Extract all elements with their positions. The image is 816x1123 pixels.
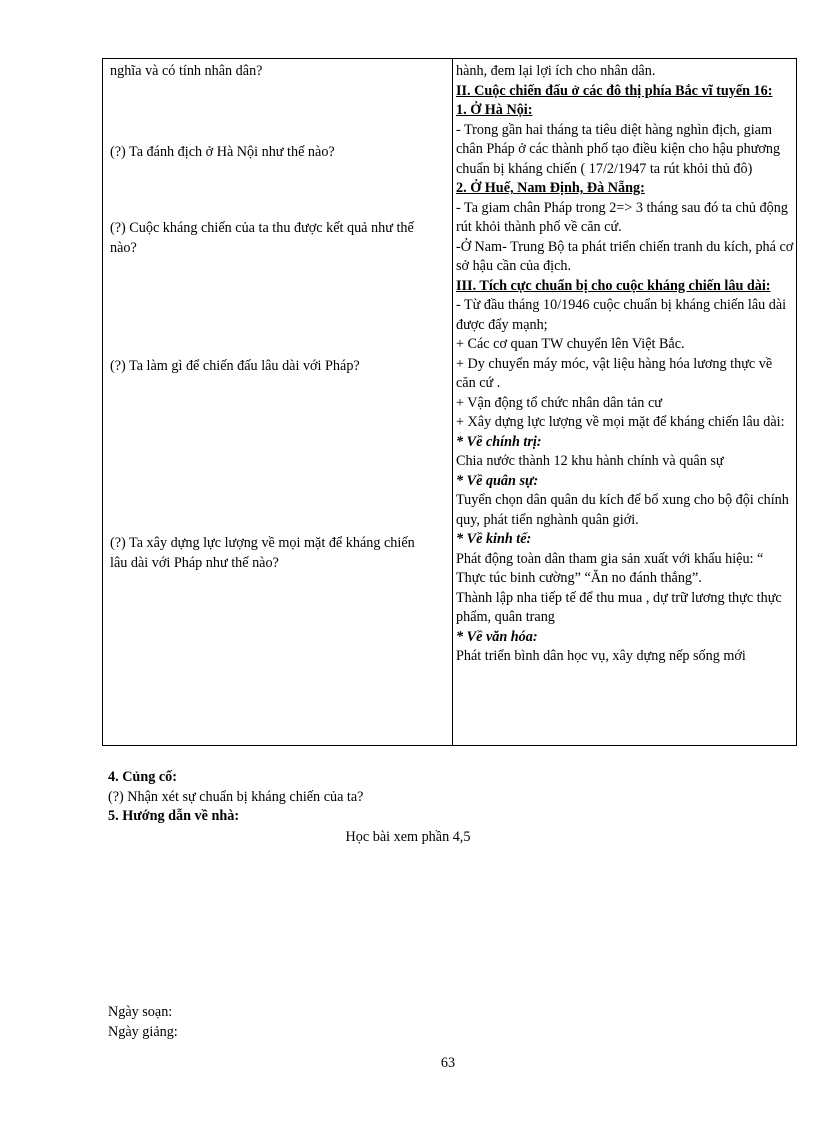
subsection-hue-text-2: -Ở Nam- Trung Bộ ta phát triển chiến tranh du kích, phá cơ sở hậu cần của địch.	[456, 238, 794, 274]
consolidate-heading: 4. Củng cố:	[108, 769, 177, 785]
column-divider	[452, 59, 453, 745]
question-build-forces: (?) Ta xây dựng lực lượng về mọi mặt để kháng chiến lâu dài với Pháp như thế nào?	[110, 535, 415, 571]
subsection-hanoi-heading: 1. Ở Hà Nội:	[456, 102, 533, 118]
economy-text-2: Thành lập nha tiếp tế để thu mua , dự trữ lương thực thực phẩm, quân trang	[456, 589, 782, 625]
answer-top-line: hành, đem lại lợi ích cho nhân dân.	[456, 63, 656, 79]
military-text: Tuyển chọn dân quân du kích để bổ xung cho bộ đội chính quy, phát tiển nghành quân giới.	[456, 492, 789, 528]
subsection-hue-heading: 2. Ở Huế, Nam Định, Đà Nẵng:	[456, 180, 645, 196]
question-long-fight: (?) Ta làm gì để chiến đấu lâu dài với Pháp?	[110, 358, 360, 374]
section-3-item: + Xây dựng lực lượng về mọi mặt để kháng chiến lâu dài:	[456, 414, 785, 430]
homework-text: Học bài xem phần 4,5	[345, 829, 471, 845]
subsection-hue-text-1: - Ta giam chân Pháp trong 2=> 3 tháng sau đó ta chủ động rút khỏi thành phố về căn cứ.	[456, 199, 788, 235]
consolidate-question: (?) Nhận xét sự chuẩn bị kháng chiến của ta?	[108, 788, 364, 805]
culture-heading: * Về văn hóa:	[456, 628, 538, 645]
section-3-item: + Các cơ quan TW chuyển lên Việt Bắc.	[456, 336, 685, 352]
culture-text: Phát triển bình dân học vụ, xây dựng nếp sống mới	[456, 648, 746, 664]
economy-text-1: Phát động toàn dân tham gia sản xuất với khẩu hiệu: “ Thực túc binh cường” “Ăn no đánh thắng”.	[456, 550, 764, 586]
politics-heading: * Về chính trị:	[456, 433, 542, 450]
prep-date-label: Ngày soạn:	[108, 1004, 173, 1020]
economy-heading: * Về kinh tế:	[456, 531, 532, 547]
section-3-heading: III. Tích cực chuẩn bị cho cuộc kháng chiến lâu dài:	[456, 277, 771, 294]
military-heading: * Về quân sự:	[456, 472, 539, 489]
lesson-table	[102, 58, 797, 746]
politics-text: Chia nước thành 12 khu hành chính và quân sự	[456, 453, 724, 469]
section-3-item: + Dy chuyển máy móc, vật liệu hàng hóa lương thực về căn cứ .	[456, 355, 773, 391]
teach-date-label: Ngày giảng:	[108, 1023, 178, 1040]
page-number: 63	[440, 1055, 456, 1071]
question-continuation: nghĩa và có tính nhân dân?	[110, 63, 263, 79]
footer-section	[108, 768, 363, 827]
question-hanoi: (?) Ta đánh địch ở Hà Nội như thế nào?	[110, 144, 335, 160]
date-labels	[108, 1003, 178, 1042]
section-3-item: + Vận động tổ chức nhân dân tản cư	[456, 394, 662, 411]
question-result: (?) Cuộc kháng chiến của ta thu được kết quả như thế nào?	[110, 220, 414, 256]
subsection-hanoi-text: - Trong gần hai tháng ta tiêu diệt hàng nghìn địch, giam chân Pháp ở các thành phố tạo điều kiện cho hậu phương chuẩn bị kháng chiến ( 17/2/1947 ta rút khỏi thủ đô)	[456, 121, 781, 177]
section-2-heading: II. Cuộc chiến đấu ở các đô thị phía Bắc vĩ tuyến 16:	[456, 82, 773, 99]
section-3-intro: - Từ đầu tháng 10/1946 cuộc chuẩn bị kháng chiến lâu dài được đẩy mạnh;	[456, 297, 787, 333]
homework-heading: 5. Hướng dẫn về nhà:	[108, 808, 240, 824]
answer-column	[456, 62, 794, 667]
